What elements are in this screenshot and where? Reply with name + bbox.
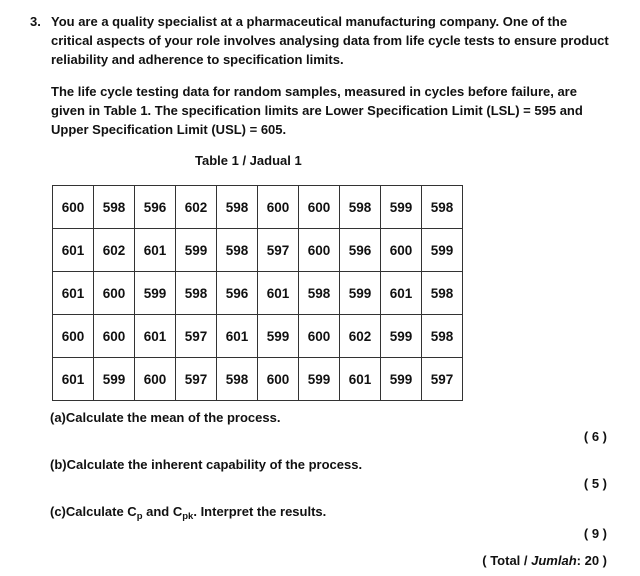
- table-cell: 601: [53, 358, 94, 401]
- table-cell: 600: [299, 229, 340, 272]
- table-cell: 601: [53, 272, 94, 315]
- part-a-label: (a): [50, 410, 66, 425]
- part-c-text-mid: and C: [142, 504, 183, 519]
- table-cell: 600: [381, 229, 422, 272]
- table-cell: 599: [422, 229, 463, 272]
- total-italic: Jumlah: [531, 553, 577, 568]
- table-cell: 598: [176, 272, 217, 315]
- table-cell: 599: [94, 358, 135, 401]
- table-cell: 598: [217, 186, 258, 229]
- table-cell: 596: [217, 272, 258, 315]
- part-b-text: Calculate the inherent capability of the process.: [66, 457, 363, 472]
- part-a-text: Calculate the mean of the process.: [65, 410, 281, 425]
- table-row: [53, 358, 463, 401]
- total-suffix: : 20 ): [576, 553, 607, 568]
- part-c-text-after: . Interpret the results.: [193, 504, 327, 519]
- table-cell: 600: [258, 358, 299, 401]
- table-cell: 600: [53, 315, 94, 358]
- table-cell: 600: [258, 186, 299, 229]
- part-b-marks: ( 5 ): [583, 476, 607, 491]
- table-cell: 600: [53, 186, 94, 229]
- table-cell: 599: [340, 272, 381, 315]
- table-cell: 599: [176, 229, 217, 272]
- table-cell: 601: [258, 272, 299, 315]
- table-cell: 598: [94, 186, 135, 229]
- table-row: [53, 186, 463, 229]
- table-cell: 601: [135, 229, 176, 272]
- table-cell: 598: [422, 186, 463, 229]
- table-cell: 601: [217, 315, 258, 358]
- table-cell: 597: [258, 229, 299, 272]
- table-cell: 600: [94, 272, 135, 315]
- part-c: [50, 504, 326, 520]
- table-cell: 596: [340, 229, 381, 272]
- table-cell: 600: [299, 315, 340, 358]
- question-intro: You are a quality specialist at a pharmaceutical manufacturing company. One of the critical aspects of your role involves analysing data from life cycle tests to ensure product reliability and adherence to specification limits.: [51, 14, 609, 67]
- table-cell: 601: [53, 229, 94, 272]
- table-cell: 599: [381, 186, 422, 229]
- part-a-marks: ( 6 ): [583, 429, 607, 444]
- part-a: [50, 410, 280, 426]
- table-cell: 598: [422, 272, 463, 315]
- table-cell: 598: [217, 229, 258, 272]
- part-c-text-before: Calculate C: [65, 504, 137, 519]
- table-row: [53, 272, 463, 315]
- table-cell: 598: [299, 272, 340, 315]
- table-row: [53, 315, 463, 358]
- total-marks: [482, 553, 607, 569]
- part-b: [50, 457, 362, 473]
- table-cell: 599: [381, 315, 422, 358]
- table-cell: 597: [176, 358, 217, 401]
- data-table: [52, 185, 463, 401]
- table-cell: 599: [381, 358, 422, 401]
- table-cell: 600: [299, 186, 340, 229]
- table-cell: 602: [176, 186, 217, 229]
- question-context: The life cycle testing data for random samples, measured in cycles before failure, are given in Table 1. The specification limits are Lower Specification Limit (LSL) = 595 and Upper Specification Limit (USL) = 605.: [51, 84, 583, 137]
- table-cell: 598: [422, 315, 463, 358]
- part-c-sub-p: p: [136, 511, 143, 522]
- table-cell: 600: [94, 315, 135, 358]
- table-cell: 598: [340, 186, 381, 229]
- table-cell: 597: [176, 315, 217, 358]
- part-c-label: (c): [50, 504, 66, 519]
- part-c-marks: ( 9 ): [583, 526, 607, 541]
- table-cell: 602: [340, 315, 381, 358]
- part-c-sub-pk: pk: [182, 511, 194, 522]
- table-row: [53, 229, 463, 272]
- total-prefix: ( Total /: [482, 553, 532, 568]
- table-cell: 601: [135, 315, 176, 358]
- table-cell: 597: [422, 358, 463, 401]
- table-cell: 599: [299, 358, 340, 401]
- table-caption: Table 1 / Jadual 1: [195, 153, 302, 168]
- table-cell: 598: [217, 358, 258, 401]
- table-cell: 599: [135, 272, 176, 315]
- table-cell: 601: [340, 358, 381, 401]
- part-b-label: (b): [50, 457, 67, 472]
- table-cell: 596: [135, 186, 176, 229]
- table-cell: 602: [94, 229, 135, 272]
- question-number: 3.: [30, 14, 41, 29]
- table-cell: 601: [381, 272, 422, 315]
- table-cell: 600: [135, 358, 176, 401]
- table-cell: 599: [258, 315, 299, 358]
